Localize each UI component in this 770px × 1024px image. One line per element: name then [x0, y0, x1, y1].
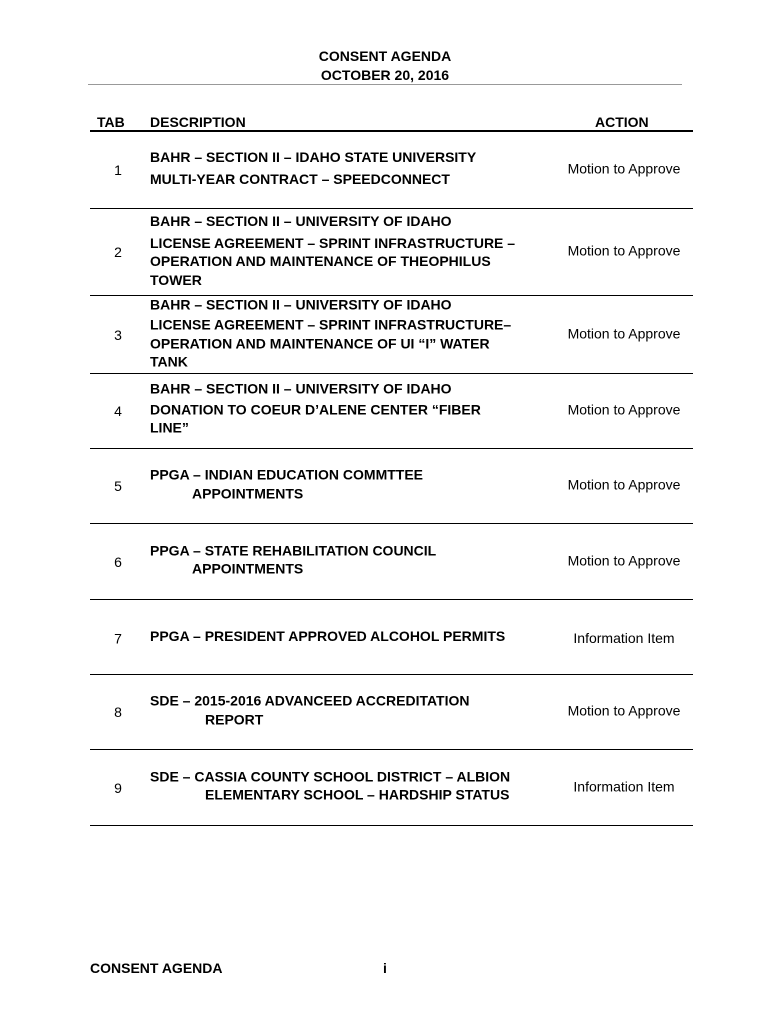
description-line: TANK [150, 353, 188, 370]
table-row [90, 132, 693, 209]
description-line: PPGA – INDIAN EDUCATION COMMTTEE [150, 466, 424, 483]
description-line: ELEMENTARY SCHOOL – HARDSHIP STATUS [205, 786, 510, 803]
tab-number: 8 [114, 704, 122, 720]
description-line: PPGA – STATE REHABILITATION COUNCIL [150, 542, 437, 559]
page-header [0, 47, 770, 85]
description-line: SDE – 2015-2016 ADVANCEED ACCREDITATION [150, 692, 470, 709]
table-row [90, 675, 693, 750]
description-line: BAHR – SECTION II – IDAHO STATE UNIVERSITY [150, 149, 477, 165]
table-row [90, 600, 693, 675]
row-description [150, 379, 555, 437]
header-divider [88, 84, 682, 85]
description-line: REPORT [205, 711, 264, 728]
description-line: APPOINTMENTS [192, 560, 304, 577]
description-line: BAHR – SECTION II – UNIVERSITY OF IDAHO [150, 212, 452, 229]
table-row [90, 296, 693, 374]
tab-number: 6 [114, 553, 122, 570]
row-action: Motion to Approve [567, 160, 681, 177]
row-description [150, 466, 555, 503]
row-action: Information Item [573, 629, 675, 646]
description-line: APPOINTMENTS [192, 485, 304, 502]
table-row [90, 524, 693, 600]
page-number: i [383, 960, 387, 976]
row-action: Motion to Approve [567, 401, 681, 418]
row-action: Motion to Approve [567, 702, 681, 719]
tab-number: 5 [114, 478, 122, 494]
description-line: OPERATION AND MAINTENANCE OF UI “I” WATER [150, 334, 490, 351]
row-description [150, 627, 555, 646]
description-line: LICENSE AGREEMENT – SPRINT INFRASTRUCTURE– [150, 316, 512, 333]
description-line: PPGA – PRESIDENT APPROVED ALCOHOL PERMITS [150, 627, 506, 644]
tab-number: 4 [114, 403, 122, 419]
row-action: Information Item [573, 778, 675, 795]
tab-number: 1 [114, 162, 122, 178]
row-description [150, 541, 555, 578]
column-header-action: ACTION [595, 114, 649, 130]
description-line: LINE” [150, 419, 189, 436]
row-action: Motion to Approve [567, 242, 681, 259]
table-row [90, 750, 693, 826]
tab-number: 9 [114, 779, 122, 796]
table-row [90, 209, 693, 296]
row-description [150, 148, 555, 188]
description-line: BAHR – SECTION II – UNIVERSITY OF IDAHO [150, 380, 452, 397]
description-line: MULTI-YEAR CONTRACT – SPEEDCONNECT [150, 170, 450, 187]
description-line: DONATION TO COEUR D’ALENE CENTER “FIBER [150, 400, 481, 417]
tab-number: 3 [114, 326, 122, 343]
description-line: OPERATION AND MAINTENANCE OF THEOPHILUS [150, 252, 491, 269]
column-header-tab: TAB [97, 114, 125, 130]
table-row [90, 449, 693, 524]
row-action: Motion to Approve [567, 552, 681, 569]
description-line: BAHR – SECTION II – UNIVERSITY OF IDAHO [150, 295, 452, 312]
row-description [150, 692, 555, 729]
table-row [90, 374, 693, 449]
page-date: OCTOBER 20, 2016 [320, 67, 450, 83]
description-line: TOWER [150, 271, 202, 288]
column-header-description: DESCRIPTION [150, 114, 246, 130]
page-title: CONSENT AGENDA [318, 48, 452, 64]
description-line: SDE – CASSIA COUNTY SCHOOL DISTRICT – ALBION [150, 768, 511, 785]
row-action: Motion to Approve [567, 476, 681, 493]
row-description [150, 295, 555, 371]
row-description [150, 212, 555, 289]
footer-label: CONSENT AGENDA [90, 960, 223, 976]
row-action: Motion to Approve [567, 325, 681, 342]
tab-number: 7 [114, 630, 122, 647]
tab-number: 2 [114, 244, 122, 260]
row-description [150, 767, 555, 804]
description-line: LICENSE AGREEMENT – SPRINT INFRASTRUCTURE – [150, 234, 516, 251]
